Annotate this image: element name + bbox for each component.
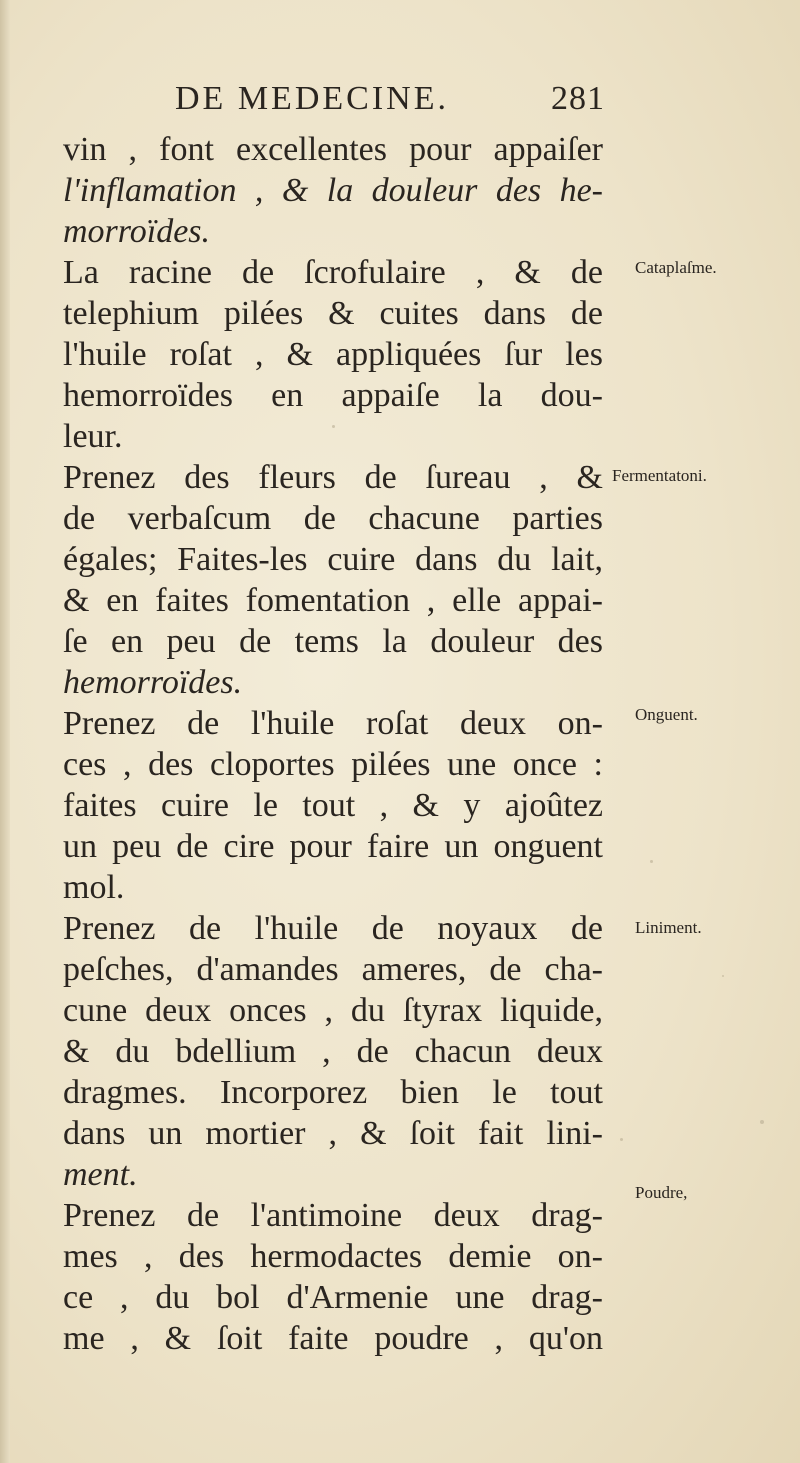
text-line: ſe en peu de tems la douleur des (63, 623, 603, 660)
text-line: l'inflamation , & la douleur des he- (63, 172, 603, 209)
text-line: leur. (63, 418, 123, 455)
header-title: DE MEDECINE. (175, 80, 449, 117)
text-line: dans un mortier , & ſoit fait lini- (63, 1115, 603, 1152)
running-header (175, 80, 605, 120)
text-line: ces , des cloportes pilées une once : (63, 746, 603, 783)
paper-speck (650, 860, 653, 863)
text-line: hemorroïdes en appaiſe la dou- (63, 377, 603, 414)
text-line: peſches, d'amandes ameres, de cha- (63, 951, 603, 988)
text-line: égales; Faites-les cuire dans du lait, (63, 541, 603, 578)
paper-speck (722, 975, 724, 977)
text-line: La racine de ſcrofulaire , & de (63, 254, 603, 291)
text-line: Prenez des fleurs de ſureau , & (63, 459, 603, 496)
text-line: l'huile roſat , & appliquées ſur les (63, 336, 603, 373)
text-line: dragmes. Incorporez bien le tout (63, 1074, 603, 1111)
text-line: morroïdes. (63, 213, 211, 250)
text-line: me , & ſoit faite poudre , qu'on (63, 1320, 603, 1357)
page-number: 281 (551, 80, 605, 117)
text-line: un peu de cire pour faire un onguent (63, 828, 603, 865)
margin-note: Fermentatoni. (612, 466, 707, 485)
text-line: & du bdellium , de chacun deux (63, 1033, 603, 1070)
text-line: ce , du bol d'Armenie une drag- (63, 1279, 603, 1316)
paper-speck (332, 425, 335, 428)
margin-note: Onguent. (635, 705, 698, 724)
text-line: vin , font excellentes pour appaiſer (63, 131, 603, 168)
paper-speck (760, 1120, 764, 1124)
text-line: faites cuire le tout , & y ajoûtez (63, 787, 603, 824)
text-line: telephium pilées & cuites dans de (63, 295, 603, 332)
text-line: mol. (63, 869, 125, 906)
text-line: Prenez de l'antimoine deux drag- (63, 1197, 603, 1234)
text-line: cune deux onces , du ſtyrax liquide, (63, 992, 603, 1029)
margin-note: Cataplaſme. (635, 258, 717, 277)
text-line: & en faites fomentation , elle appai- (63, 582, 603, 619)
text-line: mes , des hermodactes demie on- (63, 1238, 603, 1275)
margin-note: Liniment. (635, 918, 702, 937)
text-line: hemorroïdes. (63, 664, 243, 701)
paper-speck (620, 1138, 623, 1141)
text-line: de verbaſcum de chacune parties (63, 500, 603, 537)
margin-note: Poudre, (635, 1183, 688, 1202)
page-gutter (0, 0, 10, 1463)
text-line: Prenez de l'huile roſat deux on- (63, 705, 603, 742)
text-line: ment. (63, 1156, 138, 1193)
text-line: Prenez de l'huile de noyaux de (63, 910, 603, 947)
